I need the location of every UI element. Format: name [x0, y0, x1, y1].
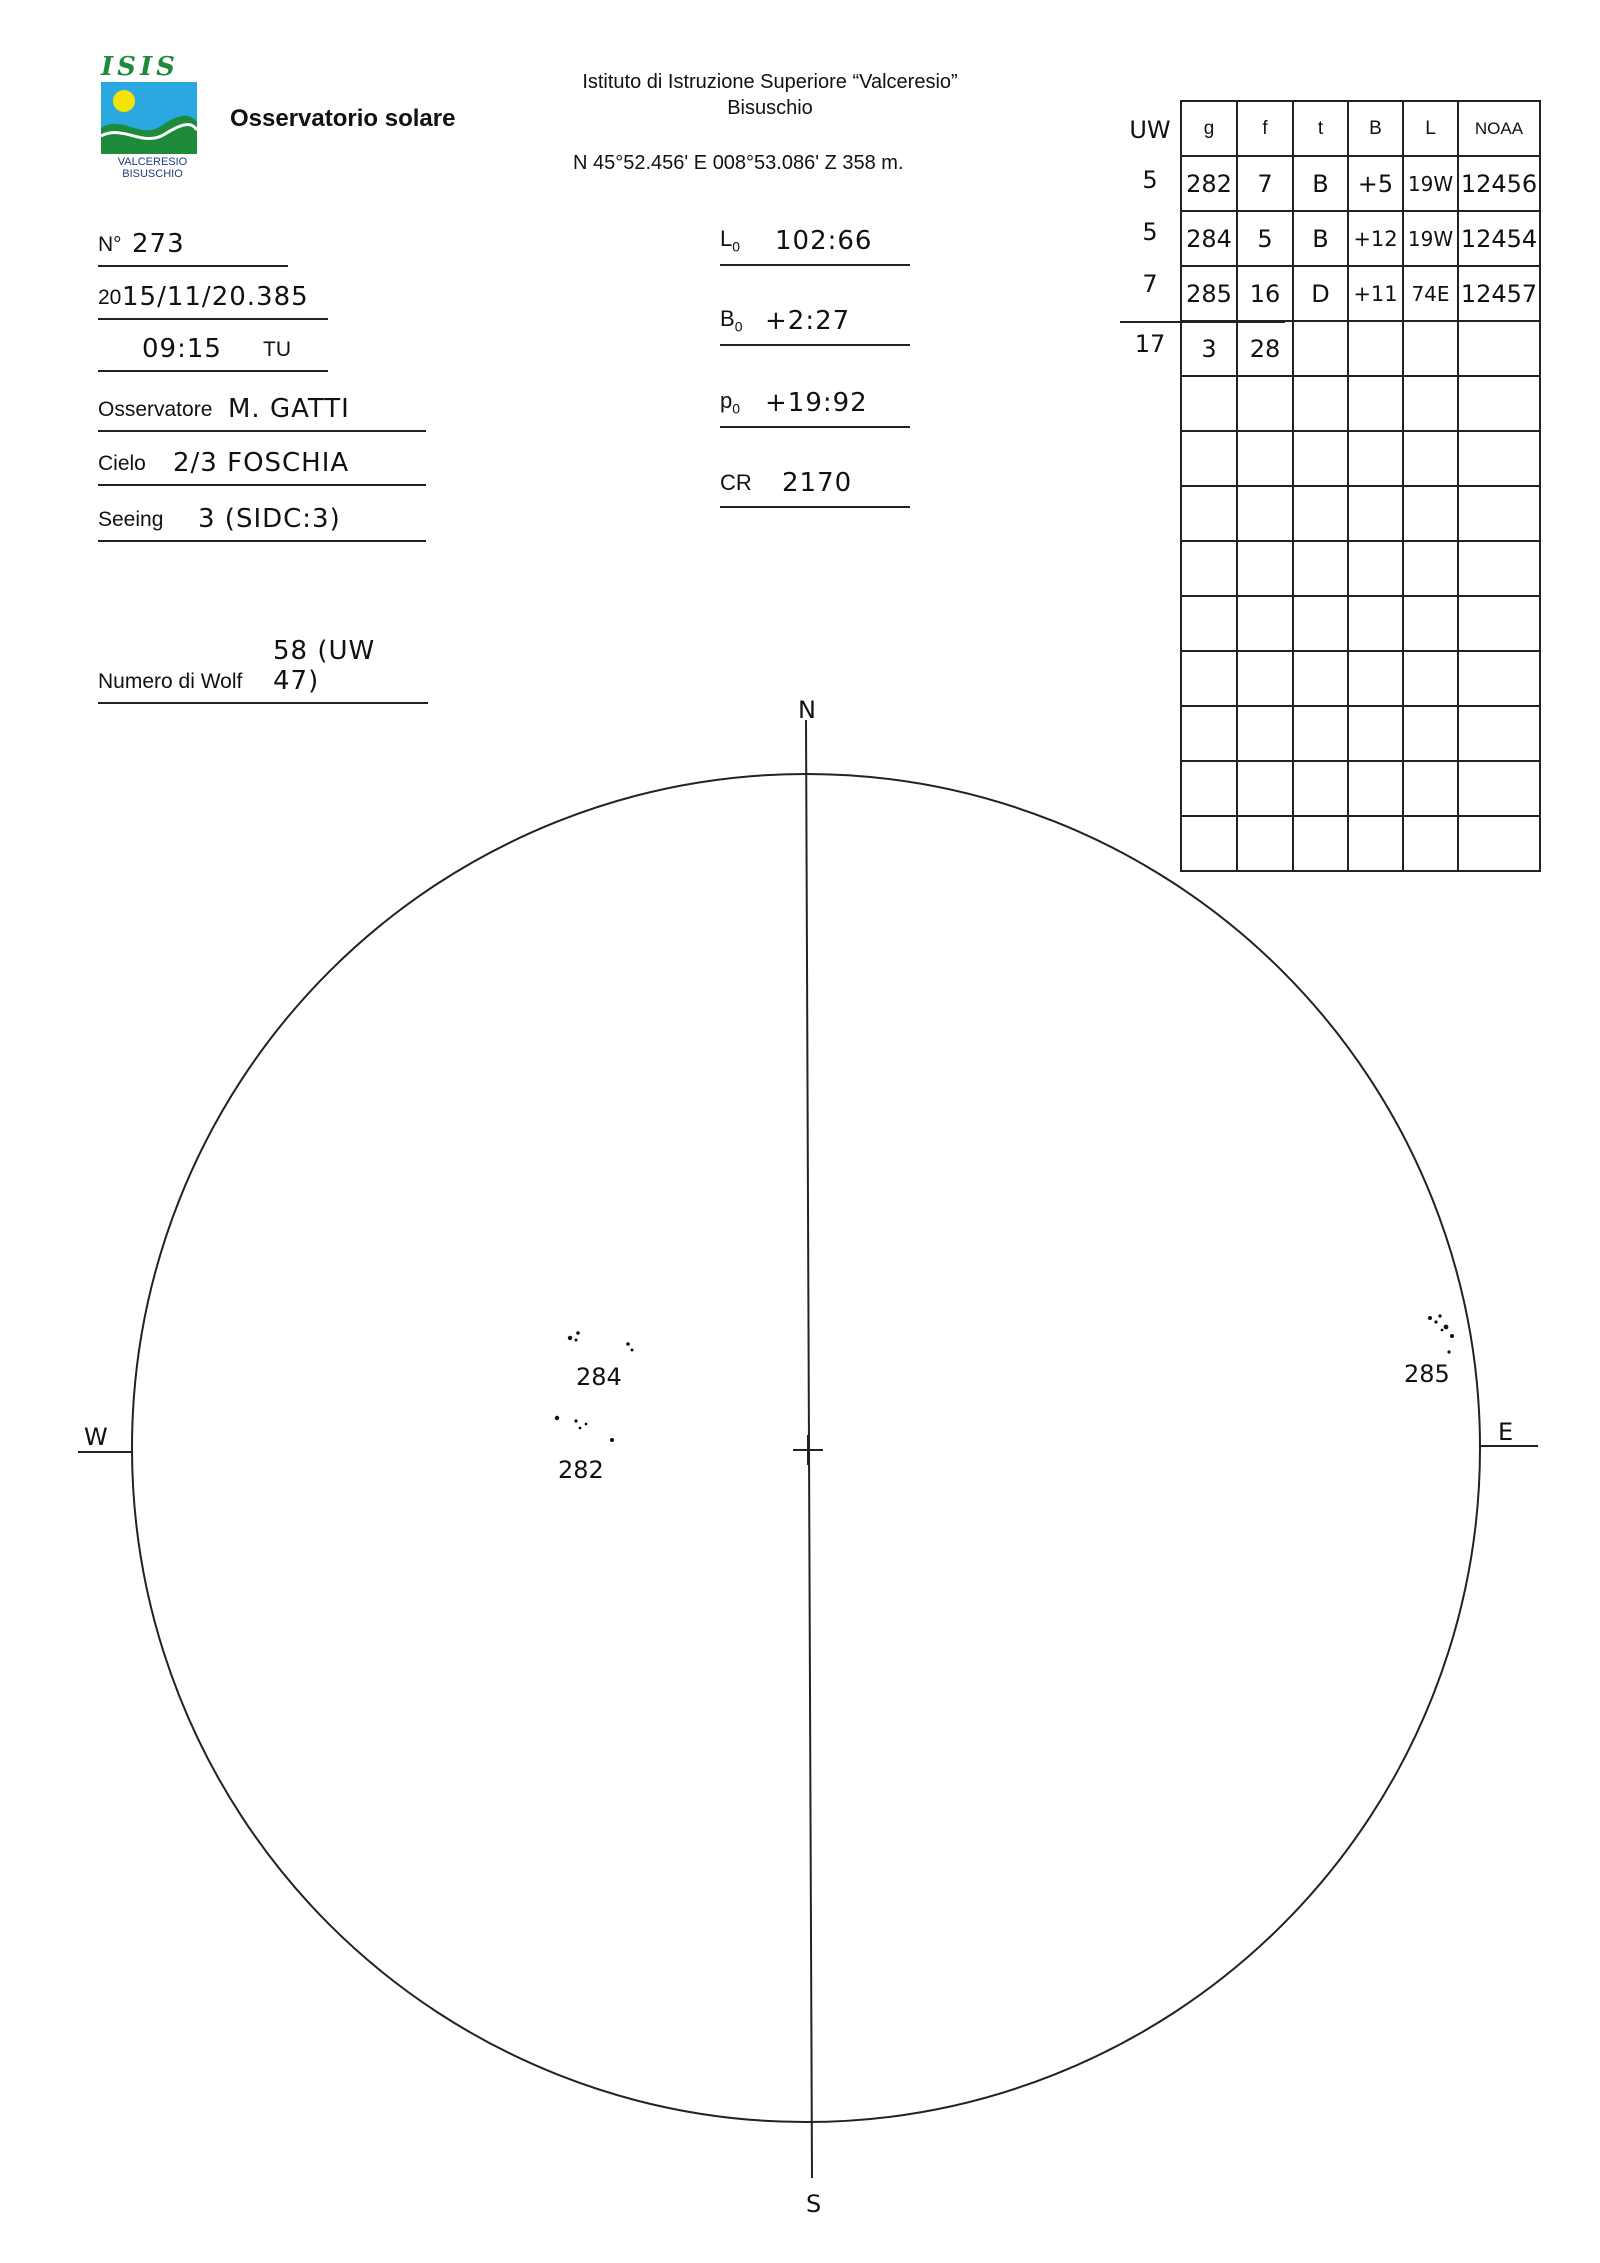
number-value: 273	[132, 229, 185, 259]
solar-disk-outline	[132, 774, 1480, 2122]
b0-value: +2:27	[765, 306, 851, 336]
sunspot	[1444, 1325, 1449, 1330]
header-g: g	[1181, 101, 1237, 156]
p0-label-sub: 0	[732, 400, 741, 416]
sunspot	[575, 1339, 578, 1342]
sunspot	[585, 1423, 588, 1426]
sunspot-group-284	[568, 1331, 634, 1391]
logo-school-line1: VALCERESIO	[117, 156, 188, 168]
cell-g: 282	[1181, 156, 1237, 211]
sunspot	[1447, 1350, 1450, 1353]
cell-noaa: 12457	[1458, 266, 1540, 321]
b0-label-sub: 0	[734, 318, 743, 334]
group-label-282: 282	[558, 1456, 604, 1484]
p0-label-text: p	[720, 387, 733, 413]
cell-f: 5	[1237, 211, 1293, 266]
cell-noaa: 12456	[1458, 156, 1540, 211]
institute-town: Bisuschio	[727, 97, 813, 119]
cell-g: 285	[1181, 266, 1237, 321]
cell-f: 16	[1237, 266, 1293, 321]
time-unit: TU	[263, 338, 291, 361]
header-b: B	[1348, 101, 1403, 156]
sunspot	[579, 1427, 582, 1430]
uw-total: 17	[1134, 330, 1166, 358]
sunspot	[1434, 1320, 1437, 1323]
cell-f: 7	[1237, 156, 1293, 211]
cell-l: 19W	[1403, 211, 1458, 266]
cell-g: 284	[1181, 211, 1237, 266]
uw-row-1: 5	[1142, 166, 1158, 194]
west-label: W	[84, 1423, 108, 1451]
sunspot	[1441, 1329, 1444, 1332]
b0-label-text: B	[720, 305, 735, 331]
cell-noaa: 12454	[1458, 211, 1540, 266]
observer-label: Osservatore	[98, 398, 213, 421]
cr-label: CR	[720, 470, 752, 495]
l0-value: 102:66	[775, 226, 873, 256]
sky-value: 2/3 FOSCHIA	[173, 448, 350, 478]
number-label: N°	[98, 233, 122, 256]
cell-b: +12	[1348, 211, 1403, 266]
sky-label: Cielo	[98, 452, 146, 475]
l0-label-sub: 0	[732, 238, 741, 254]
south-label: S	[806, 2190, 822, 2218]
cell-l: 74E	[1403, 266, 1458, 321]
sunspot	[576, 1331, 580, 1335]
wolf-value: 58 (UW 47)	[273, 636, 376, 696]
sunspot	[626, 1342, 630, 1346]
logo-school-line2: BISUSCHIO	[122, 168, 183, 180]
sunspot	[1438, 1314, 1441, 1317]
sunspot	[631, 1349, 634, 1352]
time-value: 09:15	[142, 334, 222, 364]
observer-value: M. GATTI	[228, 394, 350, 424]
header-t: t	[1293, 101, 1348, 156]
date-prefix: 20	[98, 286, 122, 309]
sunspot	[574, 1419, 577, 1422]
total-f: 28	[1237, 321, 1293, 376]
wolf-label: Numero di Wolf	[98, 670, 243, 693]
date-value: 15/11/20.385	[122, 282, 309, 312]
uw-header: UW	[1129, 116, 1171, 144]
sunspot-group-282	[555, 1416, 614, 1484]
sunspot	[610, 1438, 614, 1442]
group-label-285: 285	[1404, 1360, 1450, 1388]
sunspot	[555, 1416, 559, 1420]
sunspot	[568, 1336, 572, 1340]
logo-text: ISIS	[101, 52, 179, 82]
sunspot	[1450, 1334, 1454, 1338]
total-g: 3	[1181, 321, 1237, 376]
seeing-value: 3 (SIDC:3)	[198, 504, 341, 534]
group-label-284: 284	[576, 1363, 622, 1391]
cell-t: B	[1293, 211, 1348, 266]
l0-label-text: L	[720, 225, 733, 251]
sunspot	[1428, 1316, 1432, 1320]
header-f: f	[1237, 101, 1293, 156]
seeing-label: Seeing	[98, 508, 164, 531]
cell-t: D	[1293, 266, 1348, 321]
uw-row-2: 5	[1142, 218, 1158, 246]
sunspot-group-285	[1404, 1314, 1454, 1388]
north-label: N	[798, 696, 816, 724]
cell-l: 19W	[1403, 156, 1458, 211]
institute-name: Istituto di Istruzione Superiore “Valceresio”	[582, 71, 958, 93]
cell-b: +11	[1348, 266, 1403, 321]
cell-b: +5	[1348, 156, 1403, 211]
observatory-title: Osservatorio solare	[230, 105, 456, 132]
east-label: E	[1498, 1418, 1514, 1446]
uw-row-3: 7	[1142, 270, 1158, 298]
cell-t: B	[1293, 156, 1348, 211]
cr-value: 2170	[782, 468, 853, 498]
header-noaa: NOAA	[1458, 101, 1540, 156]
observatory-coordinates: N 45°52.456' E 008°53.086' Z 358 m.	[573, 152, 904, 174]
p0-value: +19:92	[765, 388, 868, 418]
header-l: L	[1403, 101, 1458, 156]
